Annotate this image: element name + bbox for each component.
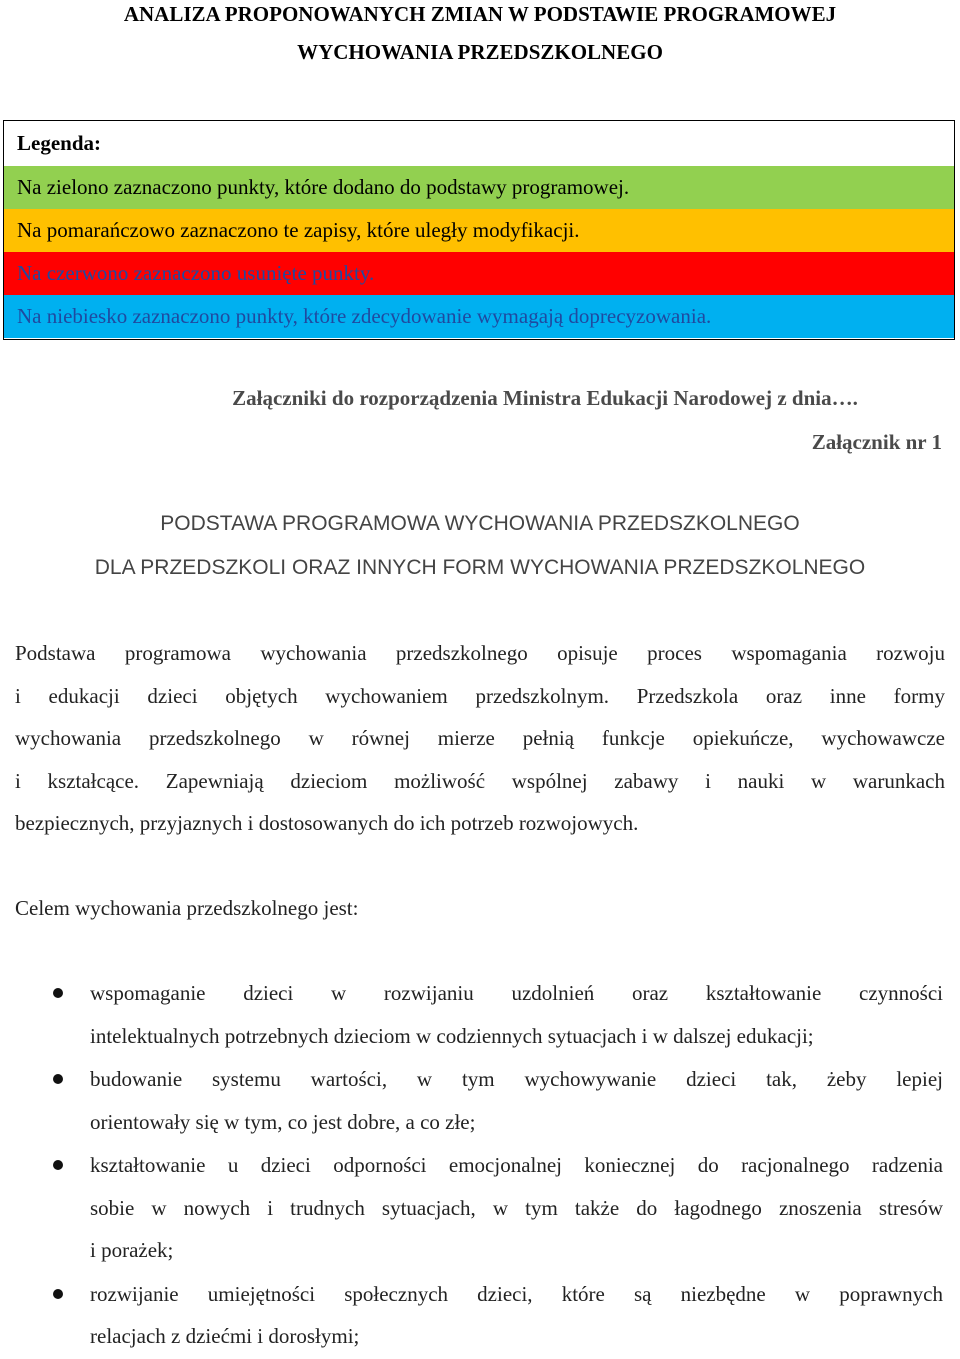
list-item-line: relacjach z dziećmi i dorosłymi; [90,1324,360,1348]
legend-item-green: Na zielono zaznaczono punkty, które dodano do podstawy programowej. [4,166,954,209]
document-title-line-2: WYCHOWANIA PRZEDSZKOLNEGO [297,40,663,64]
list-item [0,972,960,1057]
intro-line: wychowania przedszkolnego w równej mierze pełnią funkcje opiekuńcze, wychowawcze [15,726,945,750]
intro-line: i edukacji dzieci objętych wychowaniem przedszkolnym. Przedszkola oraz inne formy [15,683,945,708]
list-item-line: rozwijanie umiejętności społecznych dzieci, które są niezbędne w poprawnych [90,1281,943,1306]
list-item-line: intelektualnych potrzebnych dzieciom w codziennych sytuacjach i w dalszej edukacji; [90,1023,814,1048]
bullet-icon [53,1160,63,1170]
goals-list [0,972,960,1359]
intro-line: bezpiecznych, przyjaznych i dostosowanych do ich potrzeb rozwojowych. [15,811,639,835]
list-item [0,1144,960,1272]
list-item [0,1273,960,1358]
legend-item-blue: Na niebiesko zaznaczono punkty, które zdecydowanie wymagają doprecyzowania. [4,295,954,338]
list-item-line: wspomaganie dzieci w rozwijaniu uzdolnień oraz kształtowanie czynności [90,981,943,1005]
section-heading-line-1: PODSTAWA PROGRAMOWA WYCHOWANIA PRZEDSZKOLNEGO [160,512,800,535]
attachments-title: Załączniki do rozporządzenia Ministra Edukacji Narodowej z dnia…. [232,386,858,410]
legend-item-red: Na czerwono zaznaczono usunięte punkty. [4,252,954,295]
intro-paragraph [15,632,945,845]
bullet-icon [53,1289,63,1299]
list-item-line: orientowały się w tym, co jest dobre, a co złe; [90,1109,476,1134]
list-item [0,1058,960,1143]
list-item-line: i porażek; [90,1238,174,1262]
legend-heading: Legenda: [4,121,954,166]
attachment-number: Załącznik nr 1 [811,430,942,454]
list-item-line: sobie w nowych i trudnych sytuacjach, w tym także do łagodnego znoszenia stresów [90,1195,943,1220]
goals-label: Celem wychowania przedszkolnego jest: [15,896,359,920]
document-title-line-1: ANALIZA PROPONOWANYCH ZMIAN W PODSTAWIE PROGRAMOWEJ [123,2,837,26]
bullet-icon [53,1074,63,1084]
list-item-line: kształtowanie u dzieci odporności emocjonalnej koniecznej do racjonalnego radzenia [90,1153,943,1177]
section-heading-line-2: DLA PRZEDSZKOLI ORAZ INNYCH FORM WYCHOWANIA PRZEDSZKOLNEGO [94,556,866,579]
intro-line: i kształcące. Zapewniają dzieciom możliwość wspólnej zabawy i nauki w warunkach [15,768,945,793]
list-item-line: budowanie systemu wartości, w tym wychowywanie dzieci tak, żeby lepiej [90,1067,943,1091]
bullet-icon [53,988,63,998]
legend-item-orange: Na pomarańczowo zaznaczono te zapisy, które uległy modyfikacji. [4,209,954,252]
legend-box [3,120,955,340]
intro-line: Podstawa programowa wychowania przedszkolnego opisuje proces wspomagania rozwoju [15,641,945,665]
